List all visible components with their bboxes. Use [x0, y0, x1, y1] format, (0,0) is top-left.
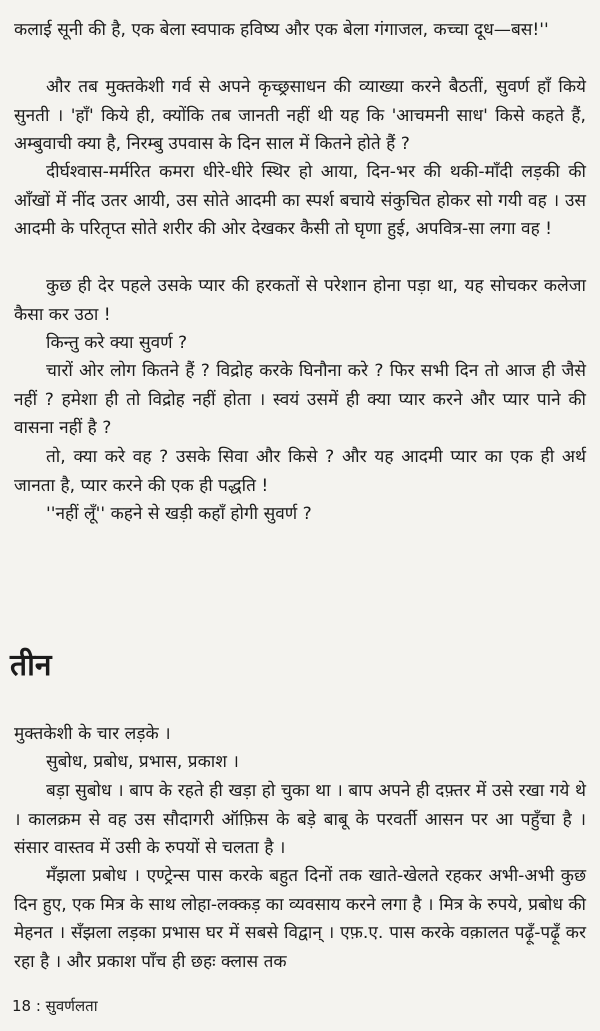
paragraph: कलाई सूनी की है, एक बेला स्वपाक हविष्य और एक बेला गंगाजल, कच्चा दूध—बस!''	[14, 20, 549, 40]
paragraph: तो, क्या करे वह ? उसके सिवा और किसे ? और यह आदमी प्यार का एक ही अर्थ जानता है, प्यार करने की एक ही पद्धति !	[14, 447, 586, 496]
paragraph: दीर्घश्वास-मर्मरित कमरा धीरे-धीरे स्थिर हो आया, दिन-भर की थकी-माँदी लड़की की आँखों में नींद उतर आयी, उस सोते आदमी का स्पर्श बचाये संकुचित होकर सो गयी वह । उस आदमी के परितृप्त सोते शरीर की ओर देखकर कैसी तो घृणा हुई, अपवित्र-सा लगा वह !	[14, 162, 586, 240]
paragraph: सुबोध, प्रबोध, प्रभास, प्रकाश ।	[46, 752, 239, 772]
paragraph: मुक्तकेशी के चार लड़के ।	[14, 724, 171, 744]
paragraph: ''नहीं लूँ'' कहने से खड़ी कहाँ होगी सुवर्ण ?	[46, 504, 312, 524]
paragraph: कुछ ही देर पहले उसके प्यार की हरकतों से परेशान होना पड़ा था, यह सोचकर कलेजा कैसा कर उठा !	[14, 276, 586, 325]
page-footer: 18 : सुवर्णलता	[12, 997, 98, 1015]
paragraph: चारों ओर लोग कितने हैं ? विद्रोह करके घिनौना करे ? फिर सभी दिन तो आज ही जैसे नहीं ? हमेशा ही तो विद्रोह नहीं होता । स्वयं उसमें ही क्या प्यार करने और प्यार पाने की वासना नहीं है ?	[14, 361, 586, 439]
paragraph: मँझला प्रबोध । एण्ट्रेन्स पास करके बहुत दिनों तक खाते-खेलते रहकर अभी-अभी कुछ दिन हुए, एक मित्र के साथ लोहा-लक्कड़ का व्यवसाय करने लगा है । मित्र के रुपये, प्रबोध की मेहनत । सँझला लड़का प्रभास घर में सबसे विद्वान् । एफ़.ए. पास करके वक़ालत पढ़ूँ-पढ़ूँ कर रहा है । और प्रकाश पाँच ही छहः क्लास तक	[14, 866, 587, 972]
paragraph: किन्तु करे क्या सुवर्ण ?	[46, 333, 188, 353]
chapter-title: तीन	[10, 648, 52, 683]
paragraph: बड़ा सुबोध । बाप के रहते ही खड़ा हो चुका था । बाप अपने ही दफ़्तर में उसे रखा गये थे । कालक्रम से वह उस सौदागरी ऑफ़िस के बड़े बाबू के परवर्ती आसन पर आ पहुँचा है । संसार वास्तव में उसी के रुपयों से चलता है ।	[14, 781, 586, 859]
paragraph: और तब मुक्तकेशी गर्व से अपने कृच्छ्रसाधन की व्याख्या करने बैठतीं, सुवर्ण हाँ किये सुनती । 'हाँ' किये ही, क्योंकि तब जानती नहीं थी यह कि 'आचमनी साध' किसे कहते हैं, अम्बुवाची क्या है, निरम्बु उपवास के दिन साल में कितने होते हैं ?	[14, 77, 586, 155]
